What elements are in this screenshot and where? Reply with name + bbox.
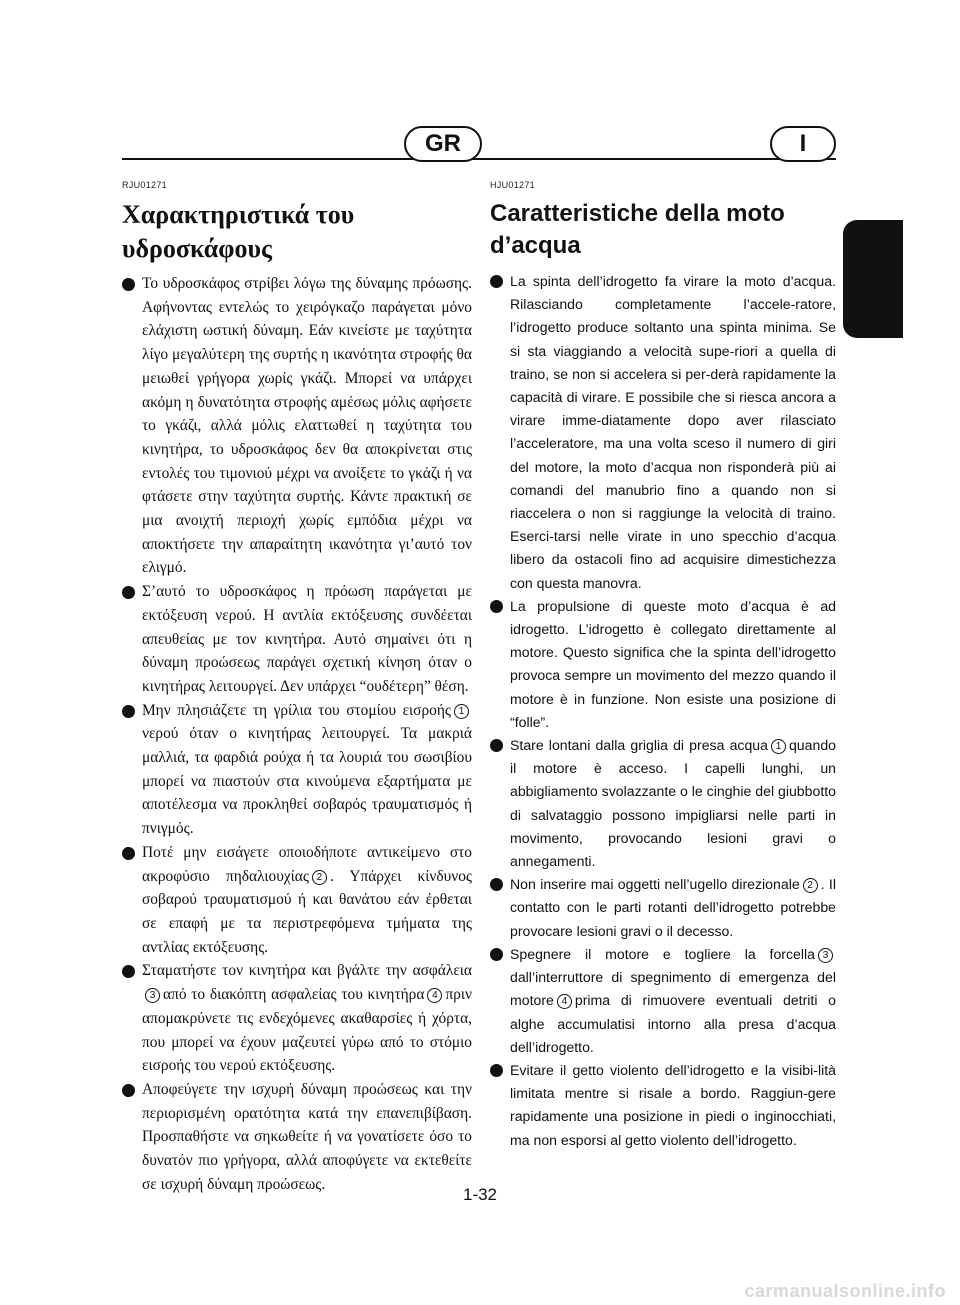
callout-number: 3 [145, 988, 160, 1003]
bullet-icon [490, 739, 503, 752]
list-item-text: Μην πλησιάζετε τη γρίλια του στομίου εισροής [142, 701, 451, 719]
bullet-icon [122, 586, 135, 599]
bullet-icon [122, 278, 135, 291]
bullet-icon [490, 878, 503, 891]
list-item-text: quando il motore è acceso. I capelli lunghi, un abbigliamento svolazzante o le cinghie del giubbotto di salvataggio possono impigliarsi nelle parti in movimento, provocando lesioni gravi o annegamenti. [510, 737, 836, 870]
list-item [490, 270, 836, 595]
list-item-text: Σ’αυτό το υδροσκάφος η πρόωση παράγεται με εκτόξευση νερού. Η αντλία εκτόξευσης συνδέεται απευθείας με τον κινητήρα. Αυτό σημαίνει ότι η δύναμη προώσεως παράγει σχετική κίνηση όταν ο κινητήρας λειτουργεί. Δεν υπάρχει “ουδέτερη” θέση. [142, 583, 472, 695]
list-item-text: Ποτέ μην εισάγετε οποιοδήποτε αντικείμενο στο ακροφύσιο πηδαλιουχίας [142, 843, 472, 885]
list-item [122, 699, 472, 841]
list-item-text: . Il contatto con le parti rotanti dell’idrogetto potrebbe provocare lesioni gravi o il decesso. [510, 876, 836, 939]
header-rule [122, 158, 836, 160]
bullet-icon [122, 847, 135, 860]
italian-column [490, 180, 836, 1152]
section-title [490, 198, 836, 262]
list-item-text: Αποφεύγετε την ισχυρή δύναμη προώσεως και την περιορισμένη ορατότητα κατά την επανεπιβίβαση. Προσπαθήστε να σηκωθείτε ή να γονατίσετε όσο το δυνατόν πιο γρήγορα, αλλά αποφύγετε να εκτεθείτε σε ισχυρή δύναμη προώσεως. [142, 1080, 472, 1193]
section-code: HJU01271 [490, 180, 535, 190]
bullet-icon [122, 965, 135, 978]
list-item [122, 272, 472, 580]
list-item [122, 841, 472, 960]
list-item [490, 943, 836, 1059]
callout-number: 3 [818, 948, 833, 963]
list-item [122, 959, 472, 1078]
list-item-text: Evitare il getto violento dell’idrogetto e la visibi-lità limitata mentre si risale a bordo. Raggiun-gere rapidamente una posizione in piedi o inginocchiati, ma non esporsi al getto violento dell’idrogetto. [510, 1061, 836, 1148]
list-item-text: dall’interruttore di spegnimento di emergenza del motore [510, 969, 836, 1009]
list-item-text: Το υδροσκάφος στρίβει λόγω της δύναμης πρόωσης. Αφήνοντας εντελώς το χειρόγκαζο παράγεται μόνο ελάχιστη ωστική δύναμη. Εάν κινείστε με ταχύτητα λίγο μεγαλύτερη της συρτής η ικανότητα στροφής θα μειωθεί γρήγορα χωρίς γκάζι. Μπορεί να υπάρχει ακόμη η δυνατότητα στροφής αμέσως μόλις αφήσετε το γκάζι, αλλά μόλις ελαττωθεί η ταχύτητα του κινητήρα, το υδροσκάφος δεν θα αποκρίνεται στις εντολές του τιμονιού μέχρι να ανοίξετε το γκάζι ή να φτάσετε στην ταχύτητα συρτής. Κάντε πρακτική σε μια ανοιχτή περιοχή χωρίς εμπόδια μέχρι να αποκτήσετε την απαραίτητη ικανότητα γι’αυτό τον ελιγμό. [142, 275, 472, 577]
list-item-text: Spegnere il motore e togliere la forcella [510, 945, 815, 962]
list-item-text: Stare lontani dalla griglia di presa acqua [510, 737, 768, 754]
section-title-line: d’acqua [490, 232, 581, 259]
section-title-line: υδροσκάφους [122, 234, 272, 263]
list-item-text: Σταματήστε τον κινητήρα και βγάλτε την ασφάλεια [142, 962, 472, 980]
list-item [122, 1078, 472, 1197]
section-title-line: Χαρακτηριστικά του [122, 200, 355, 229]
watermark: carmanualsonline.info [744, 1281, 946, 1301]
section-title [122, 198, 472, 266]
list-item-text: La propulsione di queste moto d’acqua è ad idrogetto. L’idrogetto è collegato direttamente al motore. Questo significa che la spinta dell’idrogetto provoca sempre un movimento del mezzo quando il motore è in funzione. Non esiste una posizione di “folle”. [510, 597, 836, 730]
section-title-line: Caratteristiche della moto [490, 200, 785, 227]
list-item-text: La spinta dell’idrogetto fa virare la moto d’acqua. Rilasciando completamente l’accele-ratore, l’idrogetto produce soltanto una spinta minima. Se si sta viaggiando a velocità supe-riori a quella di traino, se non si accelera si per-derà rapidamente la capacità di virare. E possibile che si riesca ancora a virare imme-diatamente dopo aver rilasciato l’acceleratore, ma una volta sceso il numero di giri del motore, la moto d’acqua non risponderà più ai comandi del manubrio fino a quando non si riaccelera o non si raggiunge la velocità di traino. Eserci-tarsi nelle virate in uno specchio d’acqua libero da ostacoli fino ad acquisire dimestichezza con questa manovra. [510, 273, 836, 591]
greek-column [122, 180, 472, 1196]
list-item-text: Non inserire mai oggetti nell’ugello direzionale [510, 876, 800, 893]
list-item [122, 580, 472, 699]
section-code: RJU01271 [122, 180, 167, 190]
list-item-text: από το διακόπτη ασφαλείας του κινητήρα [163, 986, 425, 1004]
callout-number: 2 [312, 870, 327, 885]
list-item-text: . Υπάρχει κίνδυνος σοβαρού τραυματισμού ή και θανάτου εάν έρθεται σε επαφή με τα περιστρεφόμενα τμήματα της αντλίας εκτόξευσης. [142, 867, 472, 956]
callout-number: 4 [557, 994, 572, 1009]
bullet-icon [490, 948, 503, 961]
bullet-icon [490, 275, 503, 288]
page-number: 1-32 [462, 1185, 498, 1204]
bullet-icon [490, 600, 503, 613]
bullet-list [122, 272, 472, 1196]
bullet-icon [122, 705, 135, 718]
list-item-text: νερού όταν ο κινητήρας λειτουργεί. Τα μακριά μαλλιά, τα φαρδιά ρούχα ή τα λουριά του σωσιβίου μπορεί να πιαστούν στα κινούμενα εξαρτήματα με αποτέλεσμα να προκληθεί σοβαρός τραυματισμός ή πνιγμός. [142, 725, 472, 838]
list-item-text: πριν απομακρύνετε τις ενδεχόμενες ακαθαρσίες ή χόρτα, που μπορεί να έχουν μαζευτεί γύρω από το στόμιο εισροής του νερού εκτόξευσης. [142, 986, 472, 1075]
list-item [490, 595, 836, 734]
language-tag-italian: I [770, 126, 836, 162]
callout-number: 2 [803, 878, 818, 893]
language-tag-greek: GR [404, 126, 482, 162]
callout-number: 4 [427, 988, 442, 1003]
callout-number: 1 [771, 739, 786, 754]
list-item [490, 734, 836, 873]
bullet-icon [122, 1084, 135, 1097]
list-item [490, 1059, 836, 1152]
page-header [0, 0, 960, 170]
bullet-icon [490, 1064, 503, 1077]
list-item [490, 873, 836, 943]
bullet-list [490, 270, 836, 1152]
list-item-text: prima di rimuovere eventuali detriti o alghe accumulatisi intorno alla presa d’acqua dell’idrogetto. [510, 992, 836, 1055]
callout-number: 1 [454, 704, 469, 719]
chapter-tab [843, 220, 903, 338]
